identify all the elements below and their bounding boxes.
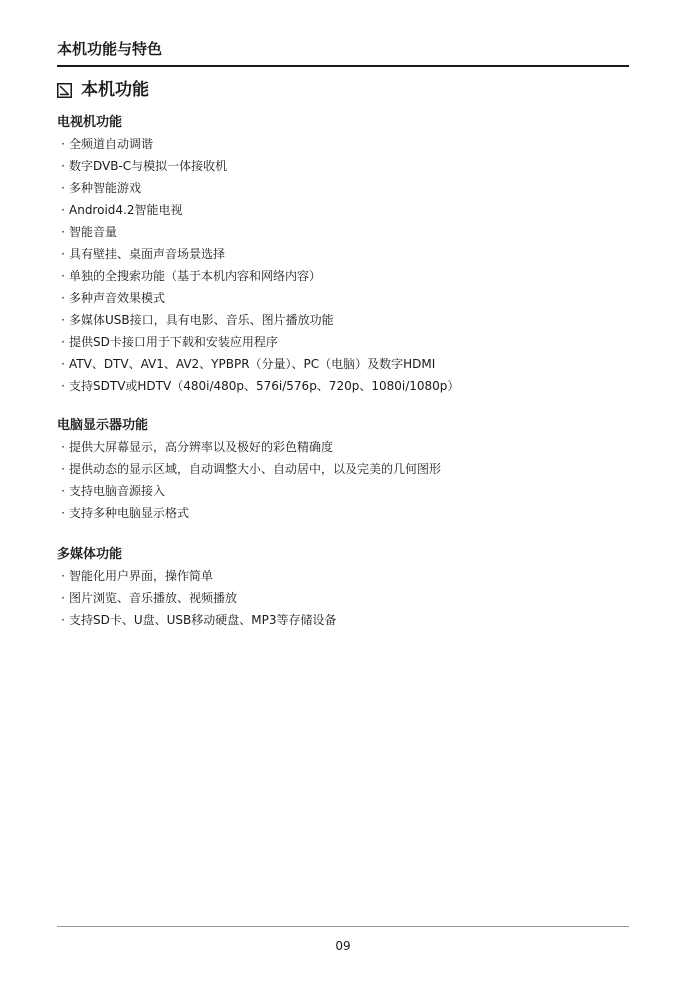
feature-list-pc: [57, 436, 441, 524]
checkbox-icon: [57, 83, 72, 98]
list-item: · ATV、DTV、AV1、AV2、YPBPR（分量）、PC（电脑）及数字HDMI: [61, 357, 436, 371]
page-number: 09: [335, 939, 351, 953]
list-item: · 智能化用户界面，操作简单: [61, 569, 214, 583]
feature-list-multimedia: [57, 565, 337, 631]
list-item: · 具有壁挂、桌面声音场景选择: [61, 247, 226, 261]
list-item: · 全频道自动调谐: [61, 137, 154, 151]
main-title: [57, 80, 149, 100]
main-title-text: 本机功能: [81, 80, 149, 100]
header-title: 本机功能与特色: [57, 40, 163, 58]
header-divider: [57, 65, 629, 67]
list-item: · 支持多种电脑显示格式: [61, 506, 190, 520]
list-item: · 支持SD卡、U盘、USB移动硬盘、MP3等存储设备: [61, 613, 337, 627]
list-item: · Android4.2智能电视: [61, 203, 183, 217]
feature-list-tv: [57, 133, 459, 397]
list-item: · 提供动态的显示区域，自动调整大小、自动居中，以及完美的几何图形: [61, 462, 442, 476]
list-item: · 提供大屏幕显示，高分辨率以及极好的彩色精确度: [61, 440, 334, 454]
list-item: · 多媒体USB接口，具有电影、音乐、图片播放功能: [61, 313, 334, 327]
list-item: · 提供SD卡接口用于下载和安装应用程序: [61, 335, 278, 349]
section-title-pc: 电脑显示器功能: [57, 418, 149, 433]
list-item: · 智能音量: [61, 225, 118, 239]
list-item: · 图片浏览、音乐播放、视频播放: [61, 591, 238, 605]
list-item: · 支持电脑音源接入: [61, 484, 166, 498]
list-item: · 数字DVB-C与模拟一体接收机: [61, 159, 228, 173]
list-item: · 支持SDTV或HDTV（480i/480p、576i/576p、720p、1080i/1080p）: [61, 379, 460, 393]
section-title-tv: 电视机功能: [57, 115, 123, 130]
section-title-multimedia: 多媒体功能: [57, 547, 123, 562]
list-item: · 单独的全搜索功能（基于本机内容和网络内容）: [61, 269, 322, 283]
list-item: · 多种声音效果模式: [61, 291, 166, 305]
footer-divider: [57, 926, 629, 927]
list-item: · 多种智能游戏: [61, 181, 142, 195]
